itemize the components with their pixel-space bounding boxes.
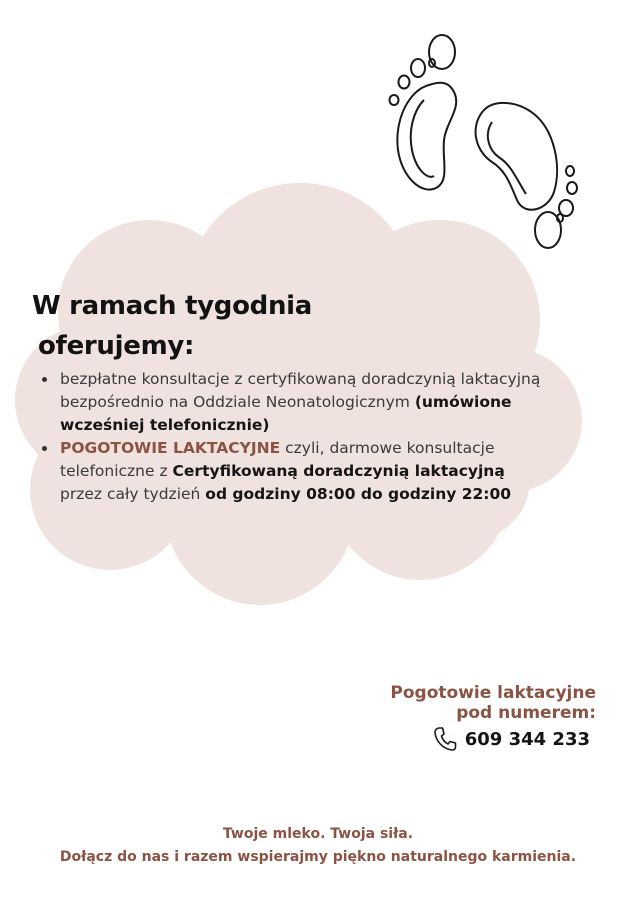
- phone-number[interactable]: 609 344 233: [464, 728, 590, 750]
- footer-line-1: Twoje mleko. Twoja siła.: [222, 826, 414, 842]
- hotline-label: [390, 683, 596, 723]
- list-item: [42, 368, 542, 437]
- phone-number-row[interactable]: [433, 726, 590, 752]
- bullet-2-text-1: czyli, darmowe konsultacje telefoniczne z: [60, 439, 495, 480]
- bullet-2-bold-2: od godziny 08:00 do godziny 22:00: [205, 485, 512, 503]
- phone-icon: [433, 726, 457, 752]
- bullet-2-bold-1: Certyfikowaną doradczynią laktacyjną: [172, 462, 505, 480]
- hotline-line-1: Pogotowie laktacyjne: [390, 683, 596, 703]
- offer-list: [42, 368, 542, 506]
- footer-line-2: Dołącz do nas i razem wspierajmy piękno naturalnego karmienia.: [59, 849, 577, 865]
- hotline-line-2: pod numerem:: [456, 703, 596, 723]
- bullet-2-accent: POGOTOWIE LAKTACYJNE: [60, 439, 281, 457]
- list-item: [42, 437, 542, 506]
- heading-line-1: W ramach tygodnia: [32, 291, 313, 321]
- heading-line-2: oferujemy:: [38, 331, 195, 361]
- bullet-1-text: bezpłatne konsultacje z certyfikowaną doradczynią laktacyjną bezpośrednio na Oddziale Neonatologicznym: [60, 370, 541, 411]
- main-heading: [32, 286, 312, 366]
- bullet-1-bold: (umówione wcześniej telefonicznie): [60, 393, 512, 434]
- bullet-2-text-2: przez cały tydzień: [60, 485, 206, 503]
- footer-slogan: [0, 823, 636, 869]
